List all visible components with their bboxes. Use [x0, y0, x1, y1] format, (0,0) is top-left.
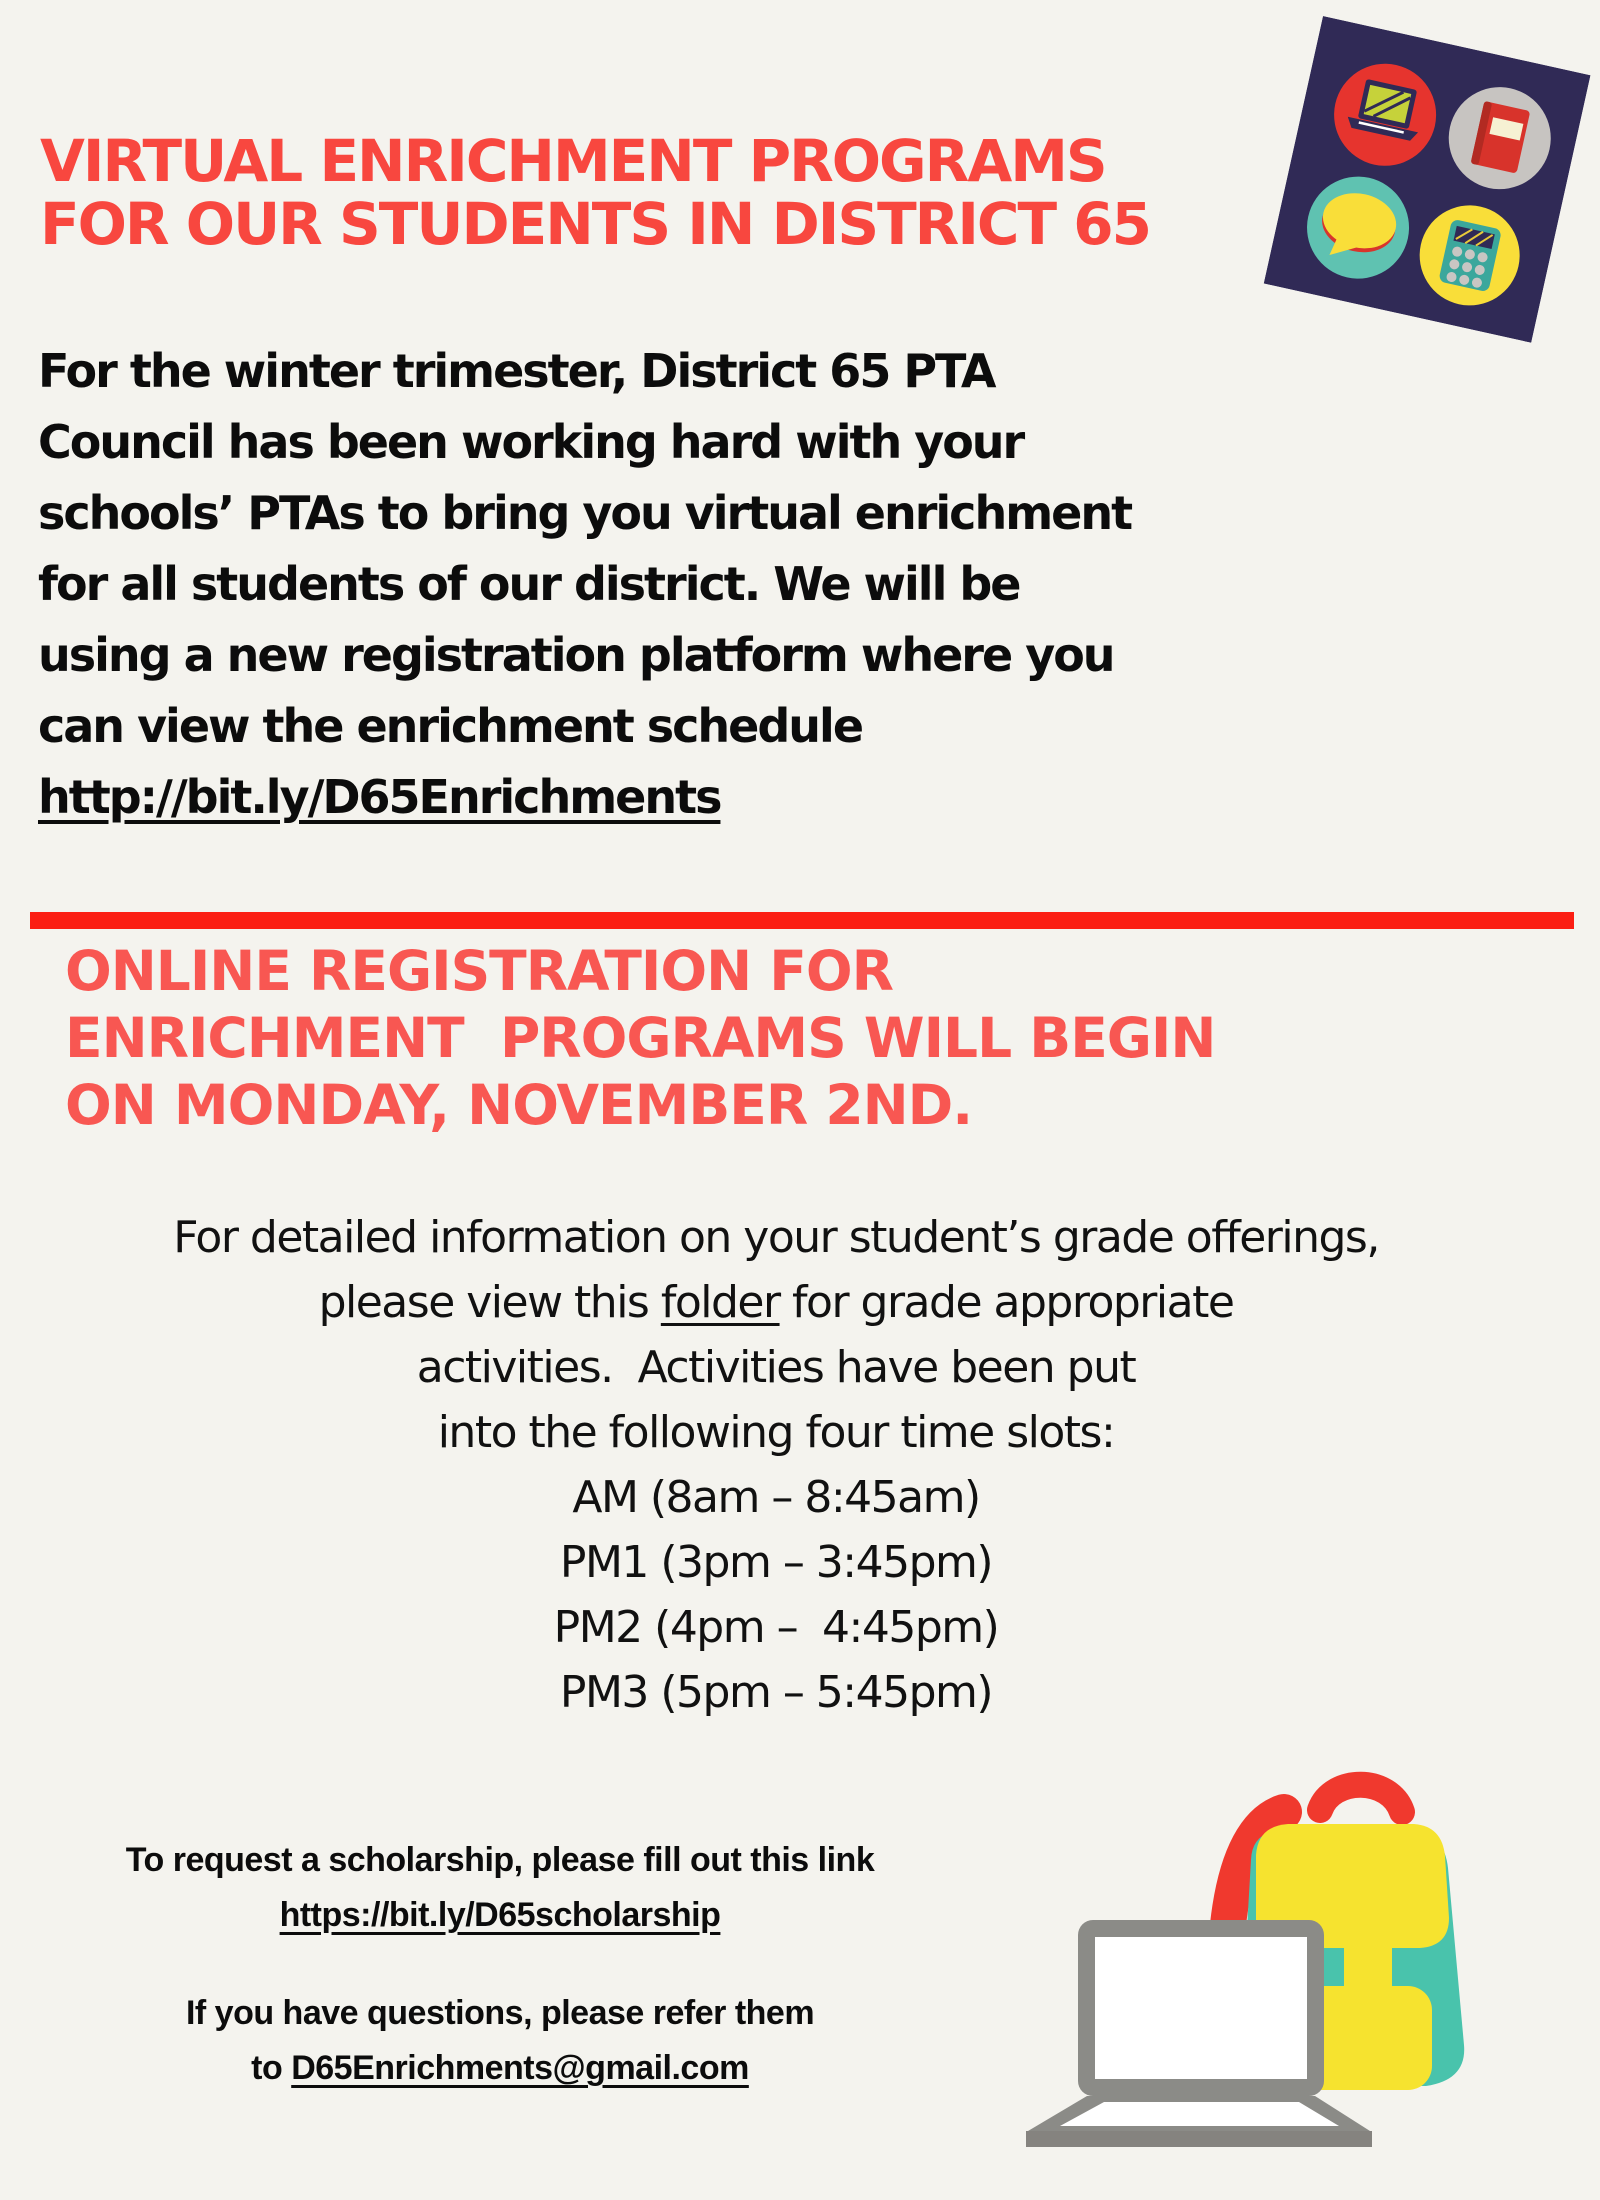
school-icons-illustration [1264, 16, 1591, 343]
details-paragraph [0, 1205, 1552, 1725]
time-slot-pm2: PM2 (4pm – 4:45pm) [553, 1602, 999, 1653]
scholarship-link[interactable]: https://bit.ly/D65scholarship [279, 1896, 721, 1934]
intro-line: Council has been working hard with your [38, 415, 1024, 469]
backpack-laptop-illustration [1018, 1760, 1578, 2195]
backpack-laptop-svg [1018, 1760, 1578, 2195]
details-line2 [0, 1270, 1552, 1335]
questions-text: If you have questions, please refer them [185, 1994, 815, 2032]
registration-notice [65, 938, 1315, 1139]
school-icons-svg [1264, 16, 1591, 343]
email-link[interactable]: D65Enrichments@gmail.com [291, 2049, 749, 2087]
questions-block [0, 1986, 1000, 2096]
page-title-line2: FOR OUR STUDENTS IN DISTRICT 65 [40, 190, 1150, 258]
time-slot-am: AM (8am – 8:45am) [572, 1472, 980, 1523]
intro-line: schools’ PTAs to bring you virtual enrichment [38, 486, 1132, 540]
registration-notice-line1: ONLINE REGISTRATION FOR [65, 939, 893, 1003]
time-slot-pm1: PM1 (3pm – 3:45pm) [559, 1537, 993, 1588]
questions-email-prefix: to [251, 2049, 292, 2087]
folder-link[interactable]: folder [660, 1277, 780, 1328]
page-title [40, 127, 1150, 258]
time-slot-pm3: PM3 (5pm – 5:45pm) [559, 1667, 993, 1718]
scholarship-text: To request a scholarship, please fill out this link [125, 1841, 875, 1879]
navy-square [1264, 16, 1591, 343]
questions-email-line [0, 2041, 1000, 2096]
details-line2-post: for grade appropriate [779, 1277, 1234, 1328]
details-line4: into the following four time slots: [437, 1407, 1115, 1458]
details-line1: For detailed information on your student’s grade offerings, [173, 1212, 1379, 1263]
red-divider [30, 912, 1574, 929]
enrichments-schedule-link[interactable]: http://bit.ly/D65Enrichments [38, 770, 721, 824]
page-title-line1: VIRTUAL ENRICHMENT PROGRAMS [40, 127, 1106, 195]
registration-notice-line2: ENRICHMENT PROGRAMS WILL BEGIN [65, 1006, 1216, 1070]
intro-line: using a new registration platform where you [38, 628, 1114, 682]
scholarship-block [0, 1833, 1000, 1943]
intro-paragraph [38, 336, 1308, 833]
registration-notice-line3: ON MONDAY, NOVEMBER 2ND. [65, 1073, 973, 1137]
intro-line: for all students of our district. We will be [38, 557, 1020, 611]
laptop-open-icon [1026, 1920, 1372, 2147]
intro-line: For the winter trimester, District 65 PTA [38, 344, 995, 398]
intro-line: can view the enrichment schedule [38, 699, 863, 753]
details-line3: activities. Activities have been put [416, 1342, 1136, 1393]
details-line2-pre: please view this [318, 1277, 661, 1328]
